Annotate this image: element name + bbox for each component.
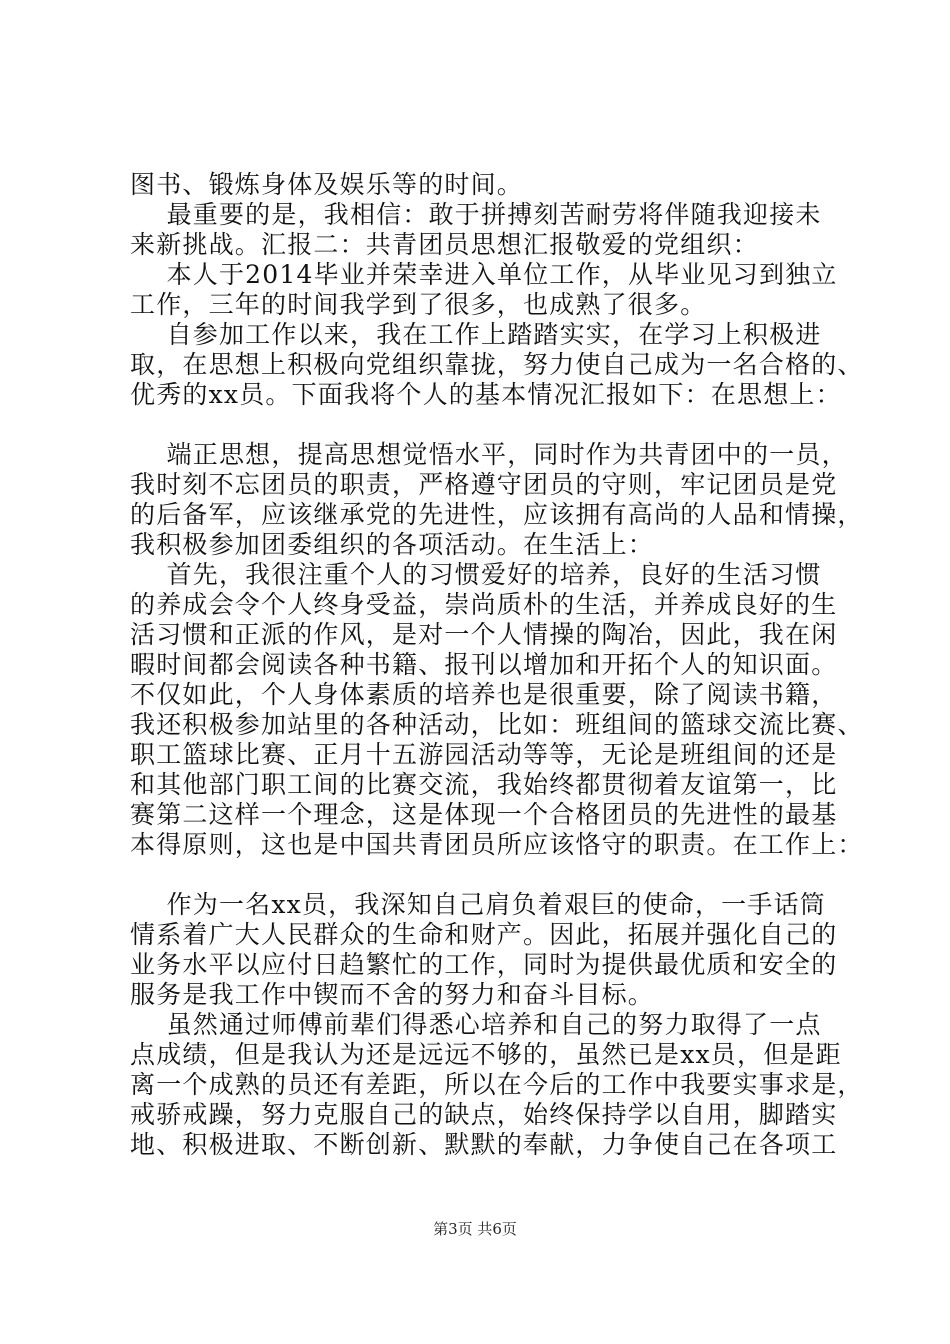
text-line: 和其他部门职工间的比赛交流，我始终都贯彻着友谊第一，比 (130, 770, 838, 799)
text-line: 职工篮球比赛、正月十五游园活动等等，无论是班组间的还是 (130, 740, 838, 769)
text-line: 业务水平以应付日趋繁忙的工作，同时为提供最优质和安全的 (130, 950, 838, 979)
text-line: 首先，我很注重个人的习惯爱好的培养，良好的生活习惯 (130, 560, 822, 589)
text-line: 的养成会令个人终身受益，崇尚质朴的生活，并养成良好的生 (130, 590, 838, 619)
text-line: 地、积极进取、不断创新、默默的奉献，力争使自己在各项工 (130, 1130, 838, 1159)
text-line: 取，在思想上积极向党组织靠拢，努力使自己成为一名合格的、 (130, 350, 864, 379)
text-line: 端正思想，提高思想觉悟水平，同时作为共青团中的一员， (130, 440, 848, 469)
text-line: 的后备军，应该继承党的先进性，应该拥有高尚的人品和情操， (130, 500, 864, 529)
text-line: 自参加工作以来，我在工作上踏踏实实，在学习上积极进 (130, 320, 822, 349)
text-line: 戒骄戒躁，努力克服自己的缺点，始终保持学以自用，脚踏实 (130, 1100, 838, 1129)
text-line: 服务是我工作中锲而不舍的努力和奋斗目标。 (130, 980, 655, 1009)
text-line: 本人于2014毕业并荣幸进入单位工作，从毕业见习到独立 (130, 260, 838, 289)
text-line: 本得原则，这也是中国共青团员所应该恪守的职责。在工作上： (130, 830, 864, 859)
text-line: 来新挑战。汇报二：共青团员思想汇报敬爱的党组织： (130, 230, 759, 259)
text-line: 不仅如此，个人身体素质的培养也是很重要，除了阅读书籍， (130, 680, 838, 709)
text-line: 虽然通过师傅前辈们得悉心培养和自己的努力取得了一点 (130, 1010, 822, 1039)
text-line: 点成绩，但是我认为还是远远不够的，虽然已是xx员，但是距 (130, 1040, 842, 1069)
text-line: 图书、锻炼身体及娱乐等的时间。 (130, 170, 524, 199)
text-line: 活习惯和正派的作风，是对一个人情操的陶冶，因此，我在闲 (130, 620, 838, 649)
text-line: 工作，三年的时间我学到了很多，也成熟了很多。 (130, 290, 707, 319)
text-line: 情系着广大人民群众的生命和财产。因此，拓展并强化自己的 (130, 920, 838, 949)
text-line: 我积极参加团委组织的各项活动。在生活上： (130, 530, 655, 559)
text-line: 我还积极参加站里的各种活动，比如：班组间的篮球交流比赛、 (130, 710, 864, 739)
text-line: 暇时间都会阅读各种书籍、报刊以增加和开拓个人的知识面。 (130, 650, 838, 679)
page-footer: 第3页 共6页 (433, 1220, 517, 1238)
text-line: 作为一名xx员，我深知自己肩负着艰巨的使命，一手话筒 (130, 890, 826, 919)
text-line: 我时刻不忘团员的职责，严格遵守团员的守则，牢记团员是党 (130, 470, 838, 499)
text-line: 优秀的xx员。下面我将个人的基本情况汇报如下：在思想上： (130, 380, 842, 409)
text-line: 赛第二这样一个理念，这是体现一个合格团员的先进性的最基 (130, 800, 838, 829)
text-line: 最重要的是，我相信：敢于拼搏刻苦耐劳将伴随我迎接未 (130, 200, 822, 229)
text-line: 离一个成熟的员还有差距，所以在今后的工作中我要实事求是， (130, 1070, 864, 1099)
